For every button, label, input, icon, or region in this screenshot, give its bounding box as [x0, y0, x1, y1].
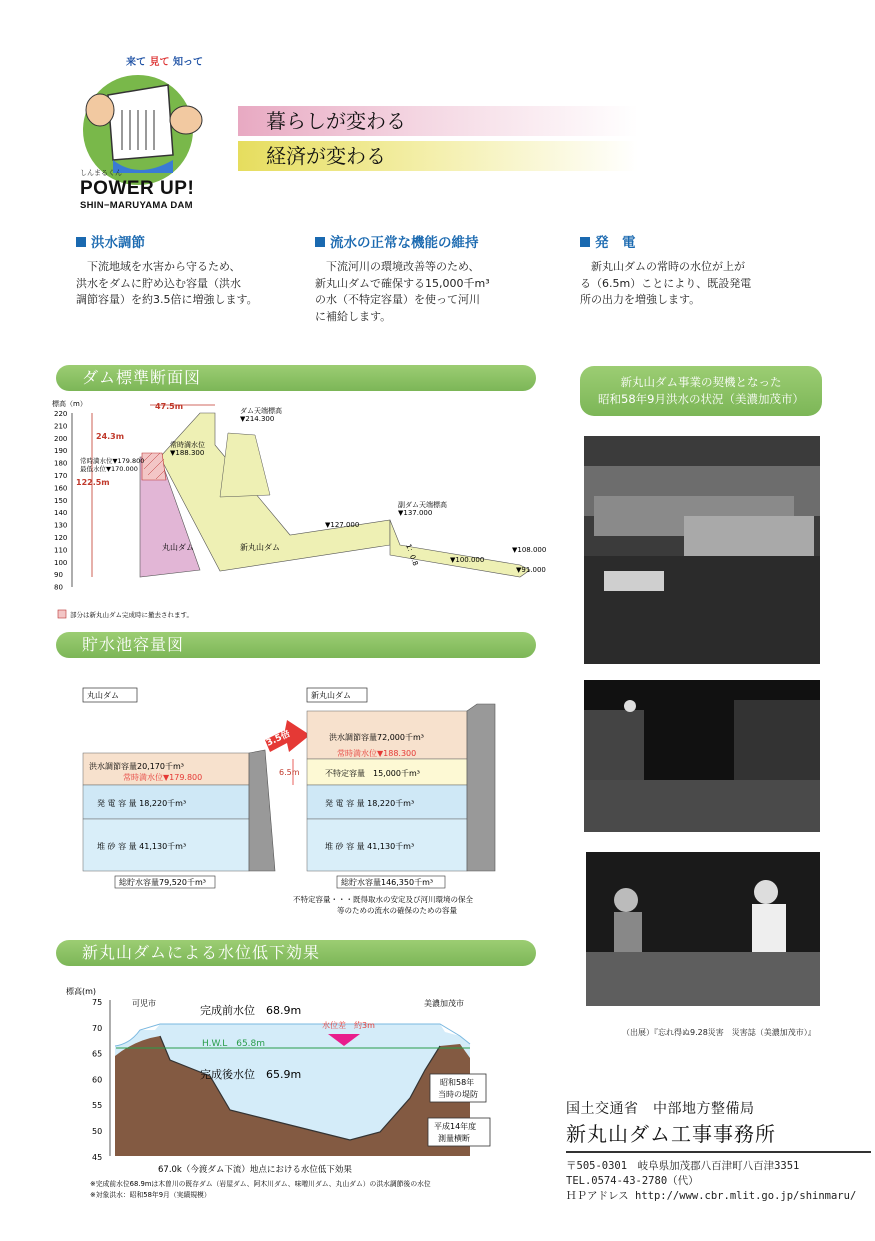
new-total: 総貯水容量146,350千m³	[341, 878, 434, 887]
label-secondary: 副ダム天端標高	[398, 501, 447, 509]
power-up-logo: POWER UP!	[80, 178, 195, 199]
axis-tick: 70	[92, 1023, 103, 1033]
dim-left1: 24.3m	[96, 432, 125, 441]
dim-top: 47.5m	[155, 402, 184, 411]
dim-left2: 122.5m	[76, 478, 110, 487]
feature-line: 新丸山ダムで確保する15,000千m³	[315, 276, 490, 290]
water-level-chart	[60, 980, 540, 1212]
dam-cross-section-diagram	[50, 395, 570, 625]
label-top-old: 最低水位▼170.000	[80, 465, 138, 473]
before-level: 完成前水位 68.9m	[200, 1004, 302, 1017]
axis-tick: 140	[54, 509, 68, 518]
axis-tick: 160	[54, 484, 68, 493]
axis-tick: 150	[54, 496, 68, 505]
label-normal-new: 常時満水位	[170, 441, 205, 449]
old-dam-label: 丸山ダム	[87, 691, 119, 700]
feature-title: 洪水調節	[91, 235, 145, 251]
axis-tick: 50	[92, 1127, 103, 1136]
caption-line: 新丸山ダム事業の契機となった	[620, 375, 782, 389]
box1-line: 当時の堤防	[438, 1090, 478, 1099]
flood-photo-1	[584, 436, 820, 664]
new-sediment: 堆 砂 容 量 41,130千m³	[325, 842, 415, 851]
reservoir-note1: 不特定容量・・・既得取水の安定及び河川環境の保全	[293, 895, 473, 904]
flood-photo-2	[584, 680, 820, 832]
label-91: ▼91.000	[516, 566, 546, 574]
old-sediment: 堆 砂 容 量 41,130千m³	[97, 842, 187, 851]
old-flood: 洪水調節容量20,170千m³	[89, 762, 184, 771]
label-crest: ダム天端標高	[240, 407, 282, 415]
feature-line: る（6.5m）ことにより、既設発電	[580, 276, 752, 290]
label-127: ▼127.000	[325, 521, 360, 529]
feature-line: に補給します。	[315, 309, 392, 323]
axis-tick: 120	[54, 534, 68, 542]
section-title-water-level: 新丸山ダムによる水位低下効果	[56, 940, 536, 966]
label-shin: 新丸山ダム	[240, 543, 280, 552]
new-dam-label: 新丸山ダム	[311, 691, 351, 700]
flood-photo-3	[586, 852, 820, 1006]
legend-text: 部分は新丸山ダム完成時に撤去されます。	[70, 611, 193, 619]
reservoir-capacity-diagram	[75, 680, 545, 920]
photo-source: （出展）『忘れ得ぬ9.28災害 災害誌（美濃加茂市）』	[622, 1028, 816, 1037]
section-title-cross-section: ダム標準断面図	[56, 365, 536, 391]
dam-logo: SHIN−MARUYAMA DAM	[80, 200, 193, 211]
section-title-reservoir: 貯水池容量図	[56, 632, 536, 658]
left-city: 可児市	[132, 999, 156, 1008]
office-name: 新丸山ダム工事事務所	[566, 1122, 776, 1146]
label-crest-val: ▼214.300	[240, 415, 275, 423]
axis-tick: 90	[54, 571, 63, 580]
old-normal: 常時満水位▼179.800	[123, 773, 203, 782]
axis-tick: 45	[92, 1152, 103, 1162]
feature-title: 発 電	[595, 235, 636, 251]
feature-line: 下流地域を水害から守るため、	[76, 260, 241, 273]
office-address: 〒505-0301 岐阜県加茂郡八百津町八百津3351	[566, 1160, 800, 1172]
axis-tick: 170	[54, 472, 68, 480]
axis-tick: 80	[54, 583, 63, 592]
mascot-name: しんまるくん	[80, 169, 122, 177]
hwl-label: H.W.L 65.8m	[202, 1039, 266, 1049]
axis-label: 標高（m）	[52, 400, 87, 408]
caption-line: 昭和58年9月洪水の状況（美濃加茂市）	[598, 392, 804, 406]
label-100: ▼100.000	[450, 556, 485, 564]
feature-line: の水（不特定容量）を使って河川	[315, 293, 480, 306]
right-city: 美濃加茂市	[424, 999, 464, 1008]
axis-tick: 190	[54, 447, 68, 456]
office-info	[566, 1098, 871, 1204]
axis-label: 標高(m)	[66, 987, 97, 996]
feature-power	[580, 231, 790, 309]
feature-title: 流水の正常な機能の維持	[330, 235, 479, 251]
photo-caption-badge	[580, 366, 822, 416]
axis-tick: 75	[92, 998, 103, 1007]
axis-tick: 130	[54, 521, 68, 530]
water-level-note2: ※対象洪水：昭和58年9月（実績規模）	[90, 1191, 211, 1199]
box2-line: 平成14年度	[434, 1122, 477, 1131]
label-slope: 1：0.8	[404, 542, 420, 567]
after-level: 完成後水位 65.9m	[200, 1068, 302, 1081]
rise-label: 6.5m	[279, 768, 300, 777]
new-flood: 洪水調節容量72,000千m³	[329, 733, 424, 742]
axis-tick: 180	[54, 459, 68, 468]
label-normal-new-val: ▼188.300	[170, 449, 205, 457]
ratio-label: 3.5倍	[265, 729, 292, 749]
feature-line: 下流河川の環境改善等のため、	[315, 260, 480, 273]
water-level-note1: ※完成前水位68.9mは木曽川の既存ダム（岩屋ダム、阿木川ダム、味噌川ダム、丸山ダム）の洪水調節後の水位	[90, 1180, 431, 1188]
new-normal: 常時満水位▼188.300	[337, 749, 417, 758]
diff-label: 水位差 約3m	[322, 1021, 375, 1030]
bubble-word: 来て	[126, 57, 146, 68]
axis-tick: 110	[54, 546, 68, 555]
label-maruyama: 丸山ダム	[162, 543, 194, 552]
feature-line: 調節容量）を約3.5倍に増強します。	[76, 293, 258, 306]
feature-line: 新丸山ダムの常時の水位が上が	[580, 260, 745, 273]
banner-life: 暮らしが変わる	[238, 106, 638, 136]
axis-tick: 55	[92, 1101, 103, 1111]
axis-tick: 200	[54, 434, 68, 443]
axis-tick: 60	[92, 1075, 103, 1085]
axis-tick: 220	[54, 410, 68, 418]
reservoir-note2: 等のための流水の確保のための容量	[337, 906, 457, 915]
box2-line: 測量横断	[438, 1134, 470, 1143]
label-108: ▼108.000	[512, 546, 547, 554]
feature-flood-control	[76, 231, 296, 309]
old-total: 総貯水容量79,520千m³	[119, 878, 206, 887]
feature-line: 洪水をダムに貯め込む容量（洪水	[76, 276, 241, 290]
square-icon	[76, 237, 86, 247]
office-web[interactable]: ＨＰアドレス http://www.cbr.mlit.go.jp/shinmaru/	[566, 1190, 857, 1202]
feature-line: 所の出力を増強します。	[580, 293, 701, 306]
label-normal-old: 常時満水位▼179.800	[80, 457, 145, 465]
square-icon	[580, 237, 590, 247]
new-unspecified: 不特定容量 15,000千m³	[325, 769, 420, 778]
axis-tick: 65	[92, 1049, 103, 1059]
bubble-word: 見て	[149, 57, 170, 68]
new-power: 発 電 容 量 18,220千m³	[325, 799, 415, 808]
feature-normal-flow	[315, 231, 535, 325]
banner-economy: 経済が変わる	[238, 141, 638, 171]
old-power: 発 電 容 量 18,220千m³	[97, 799, 187, 808]
bubble-word: 知って	[172, 57, 203, 68]
label-secondary-val: ▼137.000	[398, 509, 433, 517]
office-org: 国土交通省 中部地方整備局	[566, 1101, 755, 1117]
office-tel: TEL.0574-43-2780（代）	[566, 1175, 699, 1187]
axis-tick: 210	[54, 422, 68, 431]
square-icon	[315, 237, 325, 247]
axis-tick: 100	[54, 558, 68, 567]
water-level-caption: 67.0k（今渡ダム下流）地点における水位低下効果	[158, 1165, 352, 1175]
box1-line: 昭和58年	[440, 1078, 475, 1087]
